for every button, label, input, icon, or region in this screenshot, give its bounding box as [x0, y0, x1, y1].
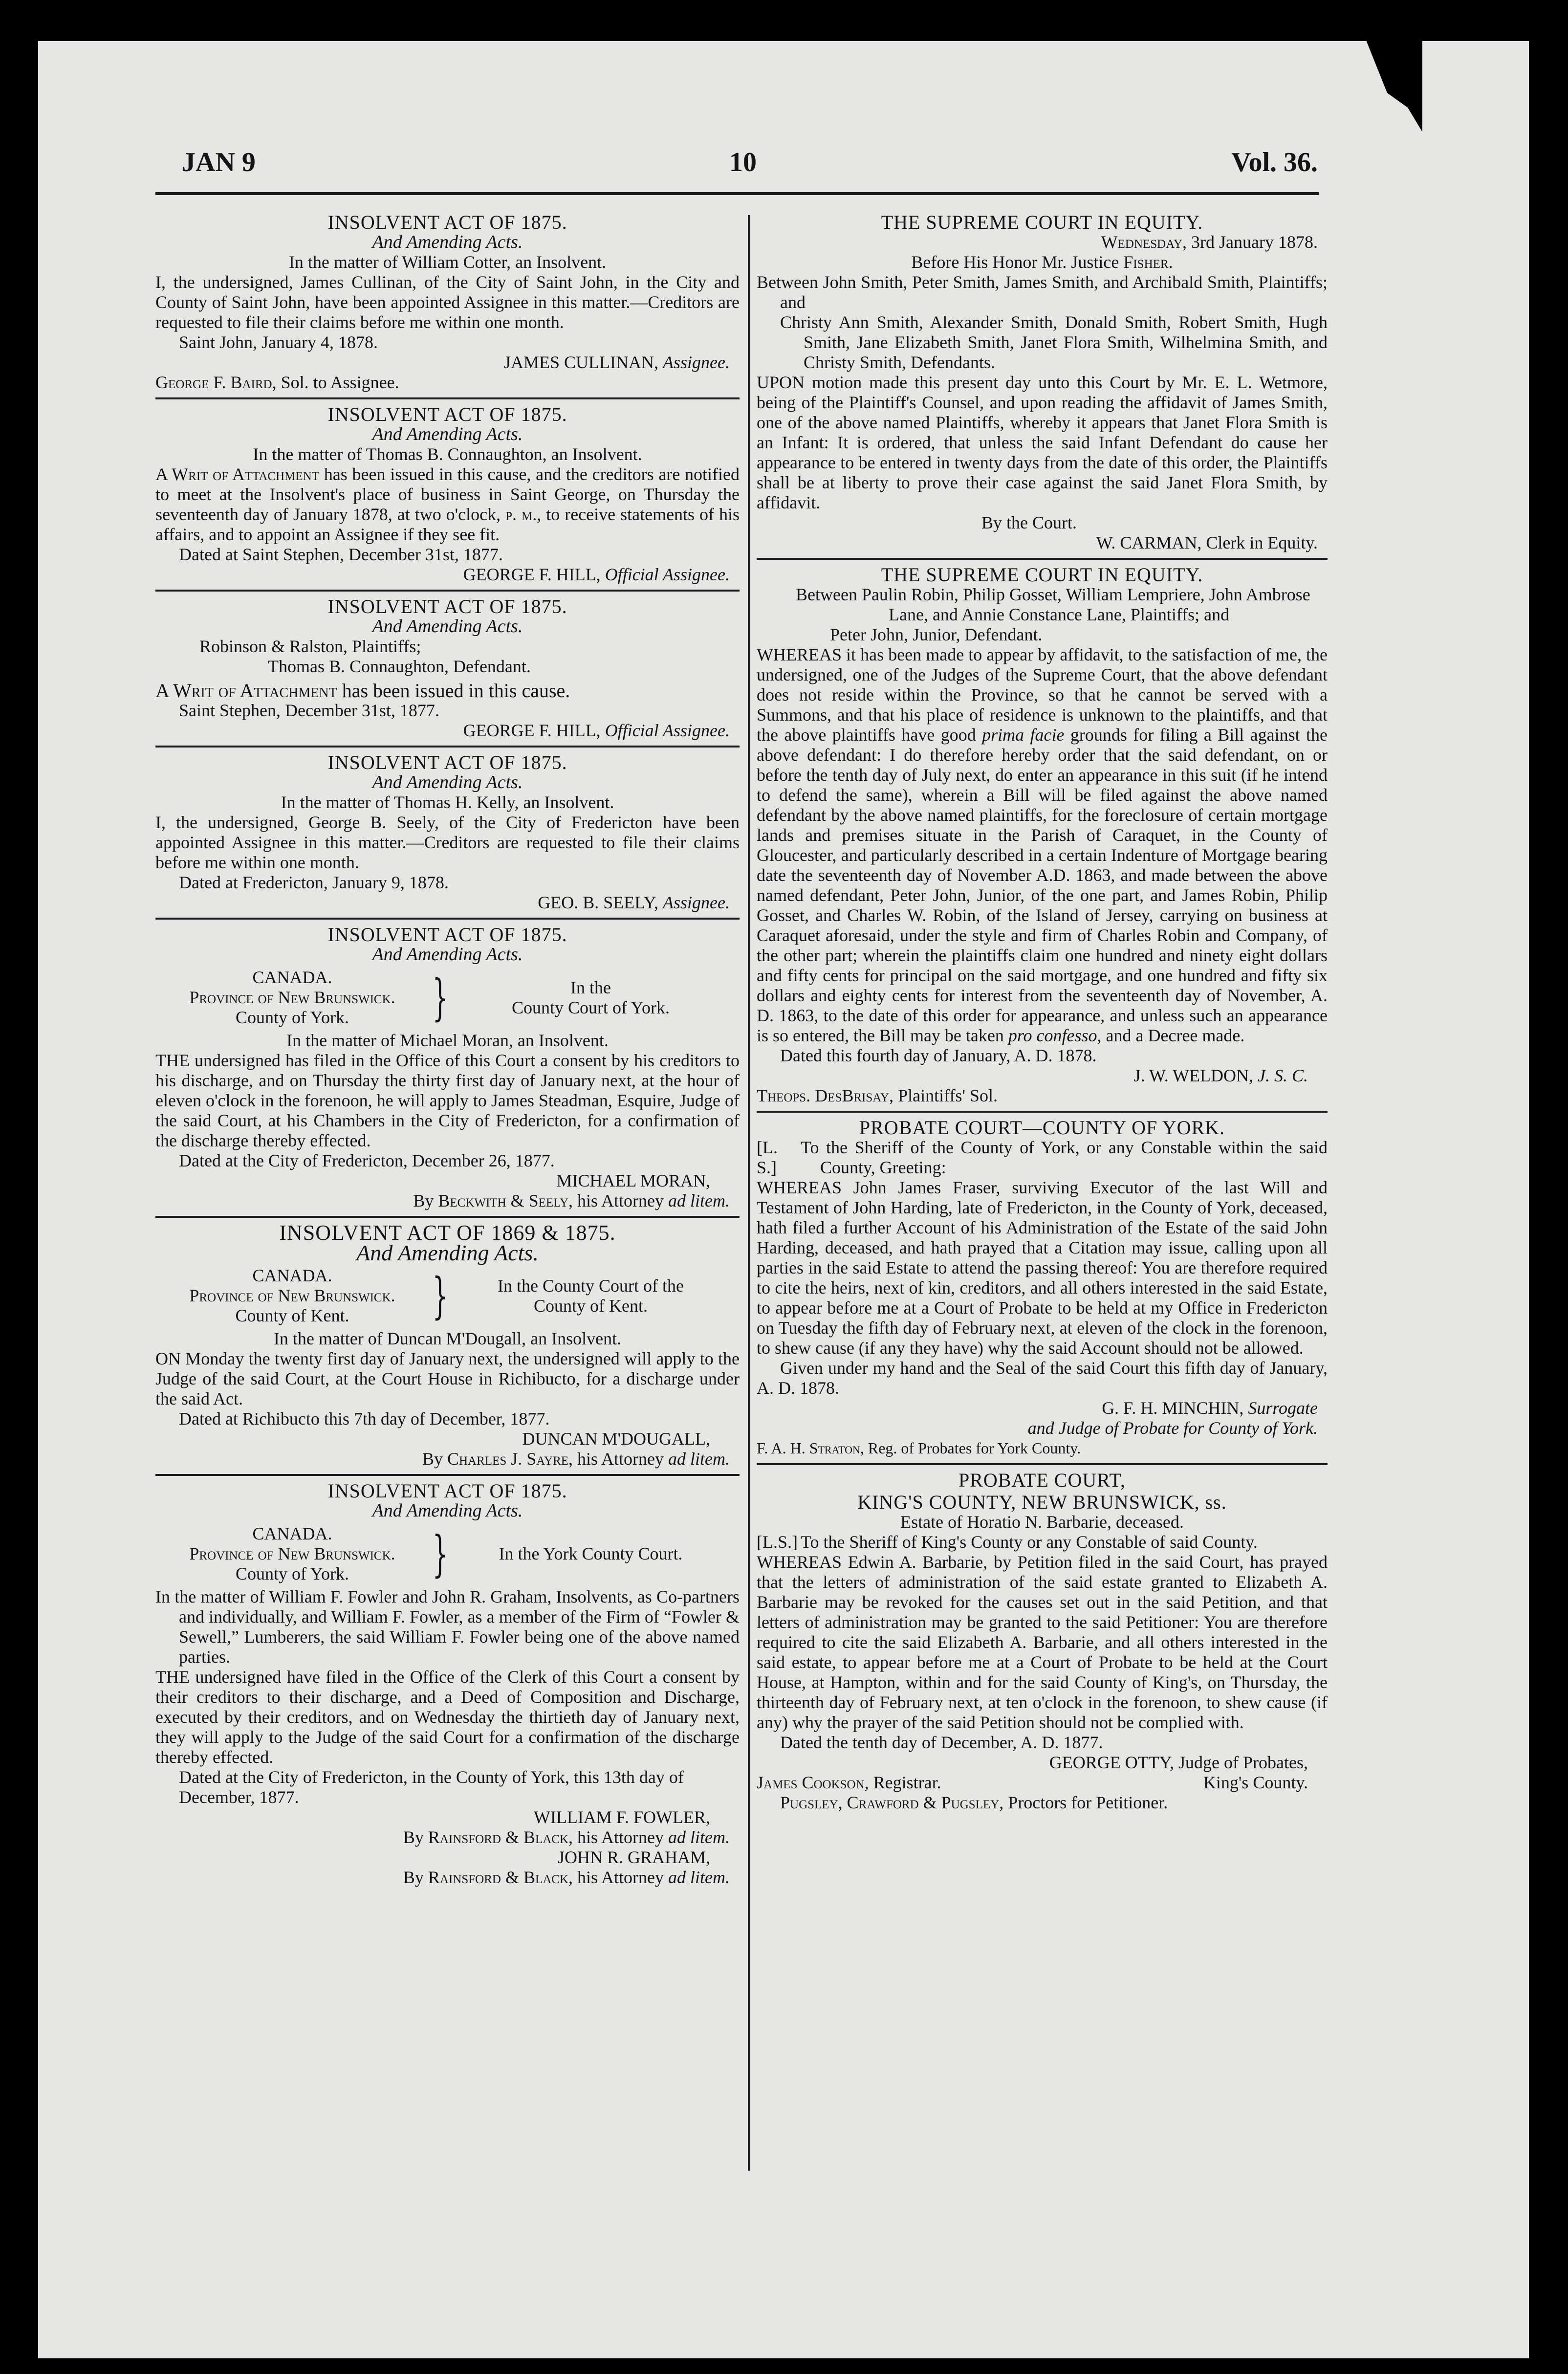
notice-estate: Estate of Horatio N. Barbarie, deceased.: [900, 1512, 1184, 1532]
brace-icon: }: [432, 968, 448, 1026]
notice-separator: [757, 558, 1328, 560]
notice-dated: Dated at Saint Stephen, December 31st, 1877.: [179, 545, 503, 564]
notice-subtitle: And Amending Acts.: [372, 616, 523, 637]
notice-title: PROBATE COURT—COUNTY OF YORK.: [859, 1117, 1225, 1139]
notice-title: INSOLVENT ACT OF 1875.: [327, 1480, 567, 1502]
notice-defendant: Thomas B. Connaughton, Defendant.: [268, 657, 531, 676]
court-line-2: County of Kent.: [534, 1296, 648, 1316]
notice-title-2: KING'S COUNTY, NEW BRUNSWICK, ss.: [857, 1491, 1227, 1513]
notice-registrar: James Cookson, Registrar. King's County.: [757, 1773, 1308, 1792]
notice-signature-2: JOHN R. GRAHAM,: [557, 1847, 710, 1867]
notice-title: PROBATE COURT,: [958, 1469, 1126, 1491]
county-label: County of York.: [235, 1564, 349, 1583]
brace-icon: }: [432, 1525, 448, 1583]
notice-matter: In the matter of Thomas H. Kelly, an Insolvent.: [281, 792, 614, 812]
notice-solicitor: George F. Baird, Sol. to Assignee.: [155, 373, 399, 392]
notice-subtitle: And Amending Acts.: [372, 424, 523, 444]
notice-matter: In the matter of Duncan M'Dougall, an Insolvent.: [273, 1329, 622, 1348]
notice-matter: In the matter of Thomas B. Connaughton, an Insolvent.: [253, 444, 642, 464]
notice-cotter: [155, 212, 740, 393]
notice-matter: In the matter of Michael Moran, an Insolvent.: [286, 1031, 609, 1050]
notice-title: INSOLVENT ACT OF 1875.: [327, 923, 567, 945]
province-label: Province of New Brunswick.: [189, 1286, 395, 1305]
notice-attorney: By Beckwith & Seely, his Attorney ad litem.: [413, 1191, 730, 1210]
notice-between: Between Paulin Robin, Philip Gosset, William Lempriere, John Ambrose Lane, and Annie Constance Lane, Plaintiffs; and: [796, 585, 1310, 624]
notice-title: INSOLVENT ACT OF 1875.: [327, 751, 567, 773]
seal-address: [757, 1532, 1328, 1552]
notice-attorney-1: By Rainsford & Black, his Attorney ad litem.: [403, 1827, 730, 1847]
probate-kings: [757, 1470, 1328, 1813]
notice-subtitle: And Amending Acts.: [372, 772, 523, 792]
notice-dated: Dated the tenth day of December, A. D. 1877.: [780, 1733, 1103, 1752]
right-column: [757, 210, 1328, 1813]
notice-dated: Saint Stephen, December 31st, 1877.: [179, 701, 439, 720]
notice-body: I, the undersigned, George B. Seely, of the City of Fredericton have been appointed Assignee in this matter.—Creditors are requested to file their claims before me within one month.: [155, 813, 740, 872]
notice-title: INSOLVENT ACT OF 1869 & 1875.: [279, 1221, 616, 1245]
notice-signature: DUNCAN M'DOUGALL,: [522, 1429, 710, 1449]
notice-moran: [155, 924, 740, 1211]
notice-fowler-graham: [155, 1481, 740, 1888]
notice-proctors: Pugsley, Crawford & Pugsley, Proctors for Petitioner.: [780, 1793, 1168, 1812]
notice-signature: GEORGE OTTY, Judge of Probates,: [1049, 1753, 1308, 1772]
notice-plaintiffs: Robinson & Ralston, Plaintiffs;: [199, 637, 421, 656]
notice-date: Wednesday, 3rd January 1878.: [1101, 232, 1318, 252]
notice-registrar: F. A. H. Straton, Reg. of Probates for York County.: [757, 1439, 1081, 1457]
county-label: County of York.: [235, 1008, 349, 1027]
notice-separator: [155, 590, 740, 592]
notice-subtitle: And Amending Acts.: [372, 232, 523, 252]
court-line-1: In the York County Court.: [499, 1544, 683, 1563]
notice-signature: GEORGE F. HILL, Official Assignee.: [463, 565, 730, 584]
notice-separator: [155, 397, 740, 399]
notice-subtitle: And Amending Acts.: [372, 1500, 523, 1521]
equity-smith: [757, 212, 1328, 553]
notice-dated: Dated this fourth day of January, A. D. 1878.: [780, 1046, 1097, 1065]
brace-icon: }: [432, 1267, 448, 1324]
notice-signature-1: WILLIAM F. FOWLER,: [533, 1807, 710, 1827]
notice-signature: W. CARMAN, Clerk in Equity.: [1096, 533, 1318, 552]
notice-connaughton-1: [155, 404, 740, 585]
notice-title: INSOLVENT ACT OF 1875.: [327, 595, 567, 617]
notice-separator: [155, 1474, 740, 1476]
notice-title: INSOLVENT ACT OF 1875.: [327, 211, 567, 233]
notice-body: WHEREAS Edwin A. Barbarie, by Petition filed in the said Court, has prayed that the letters of administration of the said estate granted to Elizabeth A. Barbarie may be revoked for the causes set out in the said Petition, and that letters of administration may be granted to the said Petitioner: You are therefore required to cite the said Elizabeth A. Barbarie, and all others interested in the said estate, to appear before me at a Court of Probate to be held at the Court House, at Hampton, within and for the said County of King's, on Thursday, the thirteenth day of February next, at ten o'clock in the forenoon, to shew cause (if any) why the prayer of the said Petition should not be complied with.: [757, 1552, 1328, 1732]
page-number: 10: [729, 147, 757, 177]
notice-kelly: [155, 752, 740, 913]
notice-attorney-2: By Rainsford & Black, his Attorney ad litem.: [403, 1868, 730, 1887]
notice-attorney: By Charles J. Sayre, his Attorney ad litem.: [422, 1449, 730, 1469]
county-label: County of Kent.: [235, 1306, 349, 1325]
seal-address: [757, 1138, 1328, 1178]
notice-separator: [155, 1216, 740, 1218]
notice-signature: J. W. WELDON, J. S. C.: [1133, 1066, 1308, 1085]
notice-body: WHEREAS it has been made to appear by affidavit, to the satisfaction of me, the undersigned, one of the Judges of the Supreme Court, that the above defendant does not reside within the Province, so that he cannot be served with a Summons, and that his place of residence is unknown to the plaintiffs, and that the above plaintiffs have good prima facie grounds for filing a Bill against the above defendant: I do therefore hereby order that the said defendant, on or before the tenth day of July next, do enter an appearance in this suit (if he intend to defend the same), wherein a Bill will be filed against the above named defendant by the above named plaintiffs, for the foreclosure of certain mortgage lands and premises situate in the Parish of Caraquet, in the County of Gloucester, and particularly described in a certain Indenture of Mortgage bearing date the seventeenth day of November A.D. 1863, and made between the above named defendant, Peter John, Junior, of the one part, and James Robin, Philip Gosset, and Charles W. Robin, of the Island of Jersey, carrying on business at Caraquet aforesaid, under the style and firm of Charles Robin and Company, of the other part; wherein the plaintiffs claim one hundred and ninety eight dollars and fifty cents for principal on the said mortgage, and one hundred and fifty six dollars and eighty cents for interest from the seventeenth day of November, A. D. 1863, to the date of this order for appearance, and unless such an appearance is so entered, the Bill may be taken pro confesso, and a Decree made.: [757, 645, 1328, 1045]
notice-given: Given under my hand and the Seal of the said Court this fifth day of January, A. D. 1878.: [757, 1358, 1328, 1398]
seal-label: [L. S.]: [757, 1138, 778, 1177]
court-jurisdiction: [155, 967, 740, 1028]
header-rule: [155, 192, 1319, 195]
notice-separator: [155, 918, 740, 920]
court-line-1: In the County Court of the: [498, 1275, 684, 1296]
notice-body: WHEREAS John James Fraser, surviving Executor of the last Will and Testament of John Harding, late of Fredericton, in the County of York, deceased, hath filed a further Account of his Administration of the Estate of the said John Harding, deceased, and hath prayed that a Citation may issue, calling upon all parties in the said Estate to attend the passing thereof: You are therefore required to cite the heirs, next of kin, creditors, and all others interested in the said Estate, to appear before me at a Court of Probate to be held at my Office in Fredericton on Tuesday the fifth day of February next, at eleven of the clock in the forenoon, to shew cause (if any they have) why the said Account should not be allowed.: [757, 1178, 1328, 1358]
notice-body: THE undersigned have filed in the Office of the Clerk of this Court a consent by their creditors to their discharge, and a Deed of Composition and Discharge, executed by their creditors, and on Wednesday the thirtieth day of January next, they will apply to the Judge of the said Court for a confirmation of the discharge thereby effected.: [155, 1667, 740, 1767]
notice-title: INSOLVENT ACT OF 1875.: [327, 403, 567, 425]
notice-dated: Dated at Fredericton, January 9, 1878.: [179, 873, 449, 892]
issue-date: JAN 9: [182, 147, 256, 177]
notice-signature: GEO. B. SEELY, Assignee.: [538, 893, 730, 912]
notice-solicitor: Theops. DesBrisay, Plaintiffs' Sol.: [757, 1086, 998, 1105]
notice-body: I, the undersigned, James Cullinan, of the City of Saint John, in the City and County of Saint John, have been appointed Assignee in this matter.—Creditors are requested to file their claims before me within one month.: [155, 272, 740, 332]
notice-dated: Saint John, January 4, 1878.: [179, 332, 378, 352]
notice-dated: Dated at the City of Fredericton, December 26, 1877.: [179, 1151, 555, 1170]
notice-dated: Dated at Richibucto this 7th day of December, 1877.: [179, 1409, 550, 1429]
notice-mdougall: [155, 1223, 740, 1469]
court-line-2: County Court of York.: [511, 997, 670, 1017]
notice-subtitle: And Amending Acts.: [356, 1240, 539, 1265]
seal-label: [L.S.]: [757, 1532, 798, 1552]
notice-separator: [155, 746, 740, 747]
notice-separator: [757, 1111, 1328, 1113]
notice-by-court: By the Court.: [981, 513, 1077, 532]
notice-matter: In the matter of William F. Fowler and John R. Graham, Insolvents, as Co-partners and individually, and William F. Fowler, as a member of the Firm of “Fowler & Sewell,” Lumberers, the said William F. Fowler being one of the above named parties.: [155, 1587, 740, 1667]
province-label: Province of New Brunswick.: [189, 1544, 395, 1563]
notice-title: THE SUPREME COURT IN EQUITY.: [881, 564, 1203, 586]
notice-signature: MICHAEL MORAN,: [556, 1171, 710, 1190]
address-to: To the Sheriff of King's County or any Constable of said County.: [801, 1532, 1258, 1552]
notice-signature-role: and Judge of Probate for County of York.: [1027, 1418, 1318, 1438]
notice-matter: In the matter of William Cotter, an Insolvent.: [288, 252, 607, 272]
canada-label: CANADA.: [252, 1524, 332, 1543]
column-divider: [748, 215, 750, 2171]
notice-defendant: Peter John, Junior, Defendant.: [830, 625, 1043, 644]
notice-defendants: Christy Ann Smith, Alexander Smith, Donald Smith, Robert Smith, Hugh Smith, Jane Elizabeth Smith, Janet Flora Smith, Wilhelmina Smith, and Christy Smith, Defendants.: [780, 312, 1328, 372]
volume-number: Vol. 36.: [1231, 147, 1318, 177]
court-jurisdiction: [155, 1524, 740, 1584]
notice-subtitle: And Amending Acts.: [372, 944, 523, 965]
notice-body: THE undersigned has filed in the Office of this Court a consent by his creditors to his discharge, and on Thursday the thirty first day of January next, at the hour of eleven o'clock in the forenoon, he will apply to James Steadman, Esquire, Judge of the said Court, at his Chambers in the City of Fredericton, for a confirmation of the discharge thereby effected.: [155, 1051, 740, 1150]
notice-signature: JAMES CULLINAN, Assignee.: [504, 352, 730, 372]
probate-york: [757, 1118, 1328, 1458]
notice-signature: G. F. H. MINCHIN, Surrogate: [1102, 1398, 1318, 1418]
page-header: [182, 147, 1318, 186]
equity-robin: [757, 565, 1328, 1106]
canada-label: CANADA.: [252, 1266, 332, 1285]
notice-body: A Writ of Attachment has been issued in this cause.: [155, 680, 570, 702]
court-line-1: In the: [570, 977, 611, 997]
notice-connaughton-2: [155, 596, 740, 741]
canada-label: CANADA.: [252, 967, 332, 987]
notice-body: UPON motion made this present day unto this Court by Mr. E. L. Wetmore, being of the Plaintiff's Counsel, and upon reading the affidavit of James Smith, one of the above named Plaintiffs, whereby it appears that Janet Flora Smith is an Infant: It is ordered, that unless the said Infant Defendant do cause her appearance to be entered in twenty days from the date of this order, the Plaintiffs shall be at liberty to prove their case against the said Janet Flora Smith, by affidavit.: [757, 373, 1328, 512]
notice-dated: Dated at the City of Fredericton, in the County of York, this 13th day of December, 1877.: [179, 1767, 684, 1807]
address-to: To the Sheriff of the County of York, or any Constable within the said County, Greeting:: [801, 1138, 1328, 1177]
notice-signature: GEORGE F. HILL, Official Assignee.: [463, 721, 730, 740]
notice-body: A Writ of Attachment has been issued in this cause, and the creditors are notified to meet at the Insolvent's place of business in Saint George, on Thursday the seventeenth day of January 1878, at two o'clock, p. m., to receive statements of his affairs, and to appoint an Assignee if they see fit.: [155, 464, 740, 544]
left-column: [155, 210, 740, 1888]
notice-between: Between John Smith, Peter Smith, James Smith, and Archibald Smith, Plaintiffs; and: [757, 272, 1328, 312]
court-jurisdiction: [155, 1266, 740, 1326]
province-label: Province of New Brunswick.: [189, 988, 395, 1007]
notice-separator: [757, 1463, 1328, 1465]
notice-body: ON Monday the twenty first day of January next, the undersigned will apply to the Judge of the said Court, at the Court House in Richibucto, for a discharge under the said Act.: [155, 1349, 740, 1408]
notice-before: Before His Honor Mr. Justice Fisher.: [911, 252, 1173, 272]
notice-title: THE SUPREME COURT IN EQUITY.: [881, 211, 1203, 233]
